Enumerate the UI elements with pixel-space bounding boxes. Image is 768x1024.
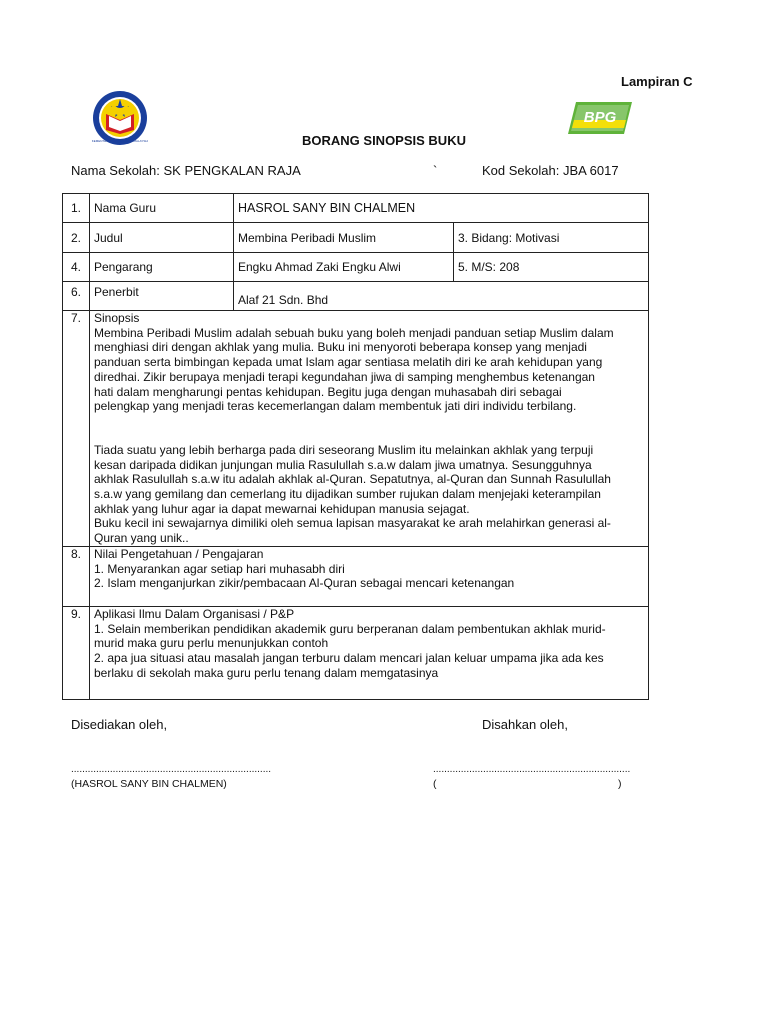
row-label: Pengarang — [90, 253, 234, 282]
row-extra: 5. M/S: 208 — [454, 253, 649, 282]
text-line: Quran yang unik.. — [94, 531, 189, 546]
row-number: 2. — [63, 223, 90, 253]
form-title: BORANG SINOPSIS BUKU — [302, 133, 466, 148]
text-line: 2. apa jua situasi atau masalah jangan terburu dalam mencari jalan keluar umpama jika ada kes — [94, 651, 604, 666]
table-row — [63, 223, 649, 253]
row-label: Judul — [90, 223, 234, 253]
text-line: murid maka guru perlu menunjukkan contoh — [94, 636, 329, 651]
text-line: kesan daripada didikan junjungan mulia Rasulullah s.a.w dalam jiwa umatnya. Sesungguhnya — [94, 457, 592, 472]
text-line: Aplikasi Ilmu Dalam Organisasi / P&P — [94, 607, 295, 621]
row-label: Nama Guru — [90, 194, 234, 223]
text-line: berlaku di sekolah maka guru perlu tenang dalam memgatasinya — [94, 665, 439, 680]
table-row — [63, 282, 649, 311]
row-value: Engku Ahmad Zaki Engku Alwi — [234, 253, 454, 282]
sinopsis-paragraph-1 — [94, 326, 644, 414]
text-line: akhlak yang luhur agar ia dapat mewarnai kehidupan manusia sejagat. — [94, 501, 470, 516]
row-number: 1. — [63, 194, 90, 223]
text-line: 2. Islam menganjurkan zikir/pembacaan Al-Quran sebagai mencari ketenangan — [94, 576, 515, 591]
text-line: diredhai. Zikir berupaya menjadi terapi kegundahan jiwa di samping menghembus ketenangan — [94, 369, 595, 384]
nama-sekolah: Nama Sekolah: SK PENGKALAN RAJA — [71, 163, 301, 178]
nilai-cell — [90, 547, 649, 607]
stray-mark: ` — [433, 163, 438, 178]
row-label: Penerbit — [90, 282, 234, 311]
signature-line-left: ........................................................................ — [71, 764, 272, 775]
row-number: 4. — [63, 253, 90, 282]
text-line: menghiasi diri dengan akhlak yang mulia. Buku ini menyoroti beberapa konsep yang menjadi — [94, 340, 587, 355]
text-line: hati dalam mengharungi pentas kehidupan. Begitu juga dengan muhasabah diri sebagai — [94, 384, 562, 399]
text-line: Buku kecil ini sewajarnya dimiliki oleh semua lapisan masyarakat ke arah melahirkan generasi al- — [94, 516, 611, 531]
row-extra: 3. Bidang: Motivasi — [454, 223, 649, 253]
text-line: Nilai Pengetahuan / Pengajaran — [94, 547, 264, 561]
signature-line-right: ....................................................................... — [433, 764, 631, 775]
lampiran-label: Lampiran C — [621, 74, 693, 89]
prepared-by-name: (HASROL SANY BIN CHALMEN) — [71, 778, 227, 790]
row-number: 9. — [63, 607, 90, 700]
text-line: Tiada suatu yang lebih berharga pada diri seseorang Muslim itu melainkan akhlak yang terpuji — [94, 442, 594, 457]
text-line: akhlak Rasulullah s.a.w itu adalah akhlak al-Quran. Sepatutnya, al-Quran dan Sunnah Rasulullah — [94, 472, 611, 487]
row-value: HASROL SANY BIN CHALMEN — [234, 194, 649, 223]
row-number: 6. — [63, 282, 90, 311]
text-line: pelengkap yang menjadi teras kecemerlangan dalam membentuk jati diri individu terbilang. — [94, 399, 577, 414]
kod-sekolah: Kod Sekolah: JBA 6017 — [482, 163, 619, 178]
text-line: 1. Menyarankan agar setiap hari muhasabh diri — [94, 561, 345, 576]
bpg-logo-text: BPG — [583, 109, 617, 126]
synopsis-table — [62, 193, 649, 700]
table-row — [63, 194, 649, 223]
text-line: Membina Peribadi Muslim adalah sebuah buku yang boleh menjadi panduan setiap Muslim dalam — [94, 325, 614, 340]
sinopsis-heading: Sinopsis — [94, 311, 140, 325]
row-value: Membina Peribadi Muslim — [234, 223, 454, 253]
bpg-logo — [566, 100, 632, 136]
disediakan-label: Disediakan oleh, — [71, 717, 168, 732]
kpm-logo-text: KEMENTERIAN PENDIDIKAN MALAYSIA — [92, 139, 148, 143]
text-line: s.a.w yang gemilang dan cemerlang itu dijadikan sumber rujukan dalam menjejaki keterampilan — [94, 487, 601, 502]
table-row — [63, 547, 649, 607]
row-value: Alaf 21 Sdn. Bhd — [234, 282, 649, 311]
row-number: 7. — [63, 311, 90, 547]
approver-paren-close: ) — [618, 778, 622, 790]
sinopsis-paragraph-2 — [94, 443, 644, 546]
row-number: 8. — [63, 547, 90, 607]
text-line: 1. Selain memberikan pendidikan akademik guru berperanan dalam pembentukan akhlak murid- — [94, 621, 606, 636]
table-row — [63, 607, 649, 700]
table-row — [63, 253, 649, 282]
table-row — [63, 311, 649, 547]
sinopsis-cell — [90, 311, 649, 547]
approver-paren-open: ( — [433, 778, 437, 790]
disahkan-label: Disahkan oleh, — [482, 717, 568, 732]
aplikasi-cell — [90, 607, 649, 700]
text-line: panduan serta bimbingan kepada umat Islam agar sentiasa melatih diri ke arah kehidupan yang — [94, 355, 603, 370]
